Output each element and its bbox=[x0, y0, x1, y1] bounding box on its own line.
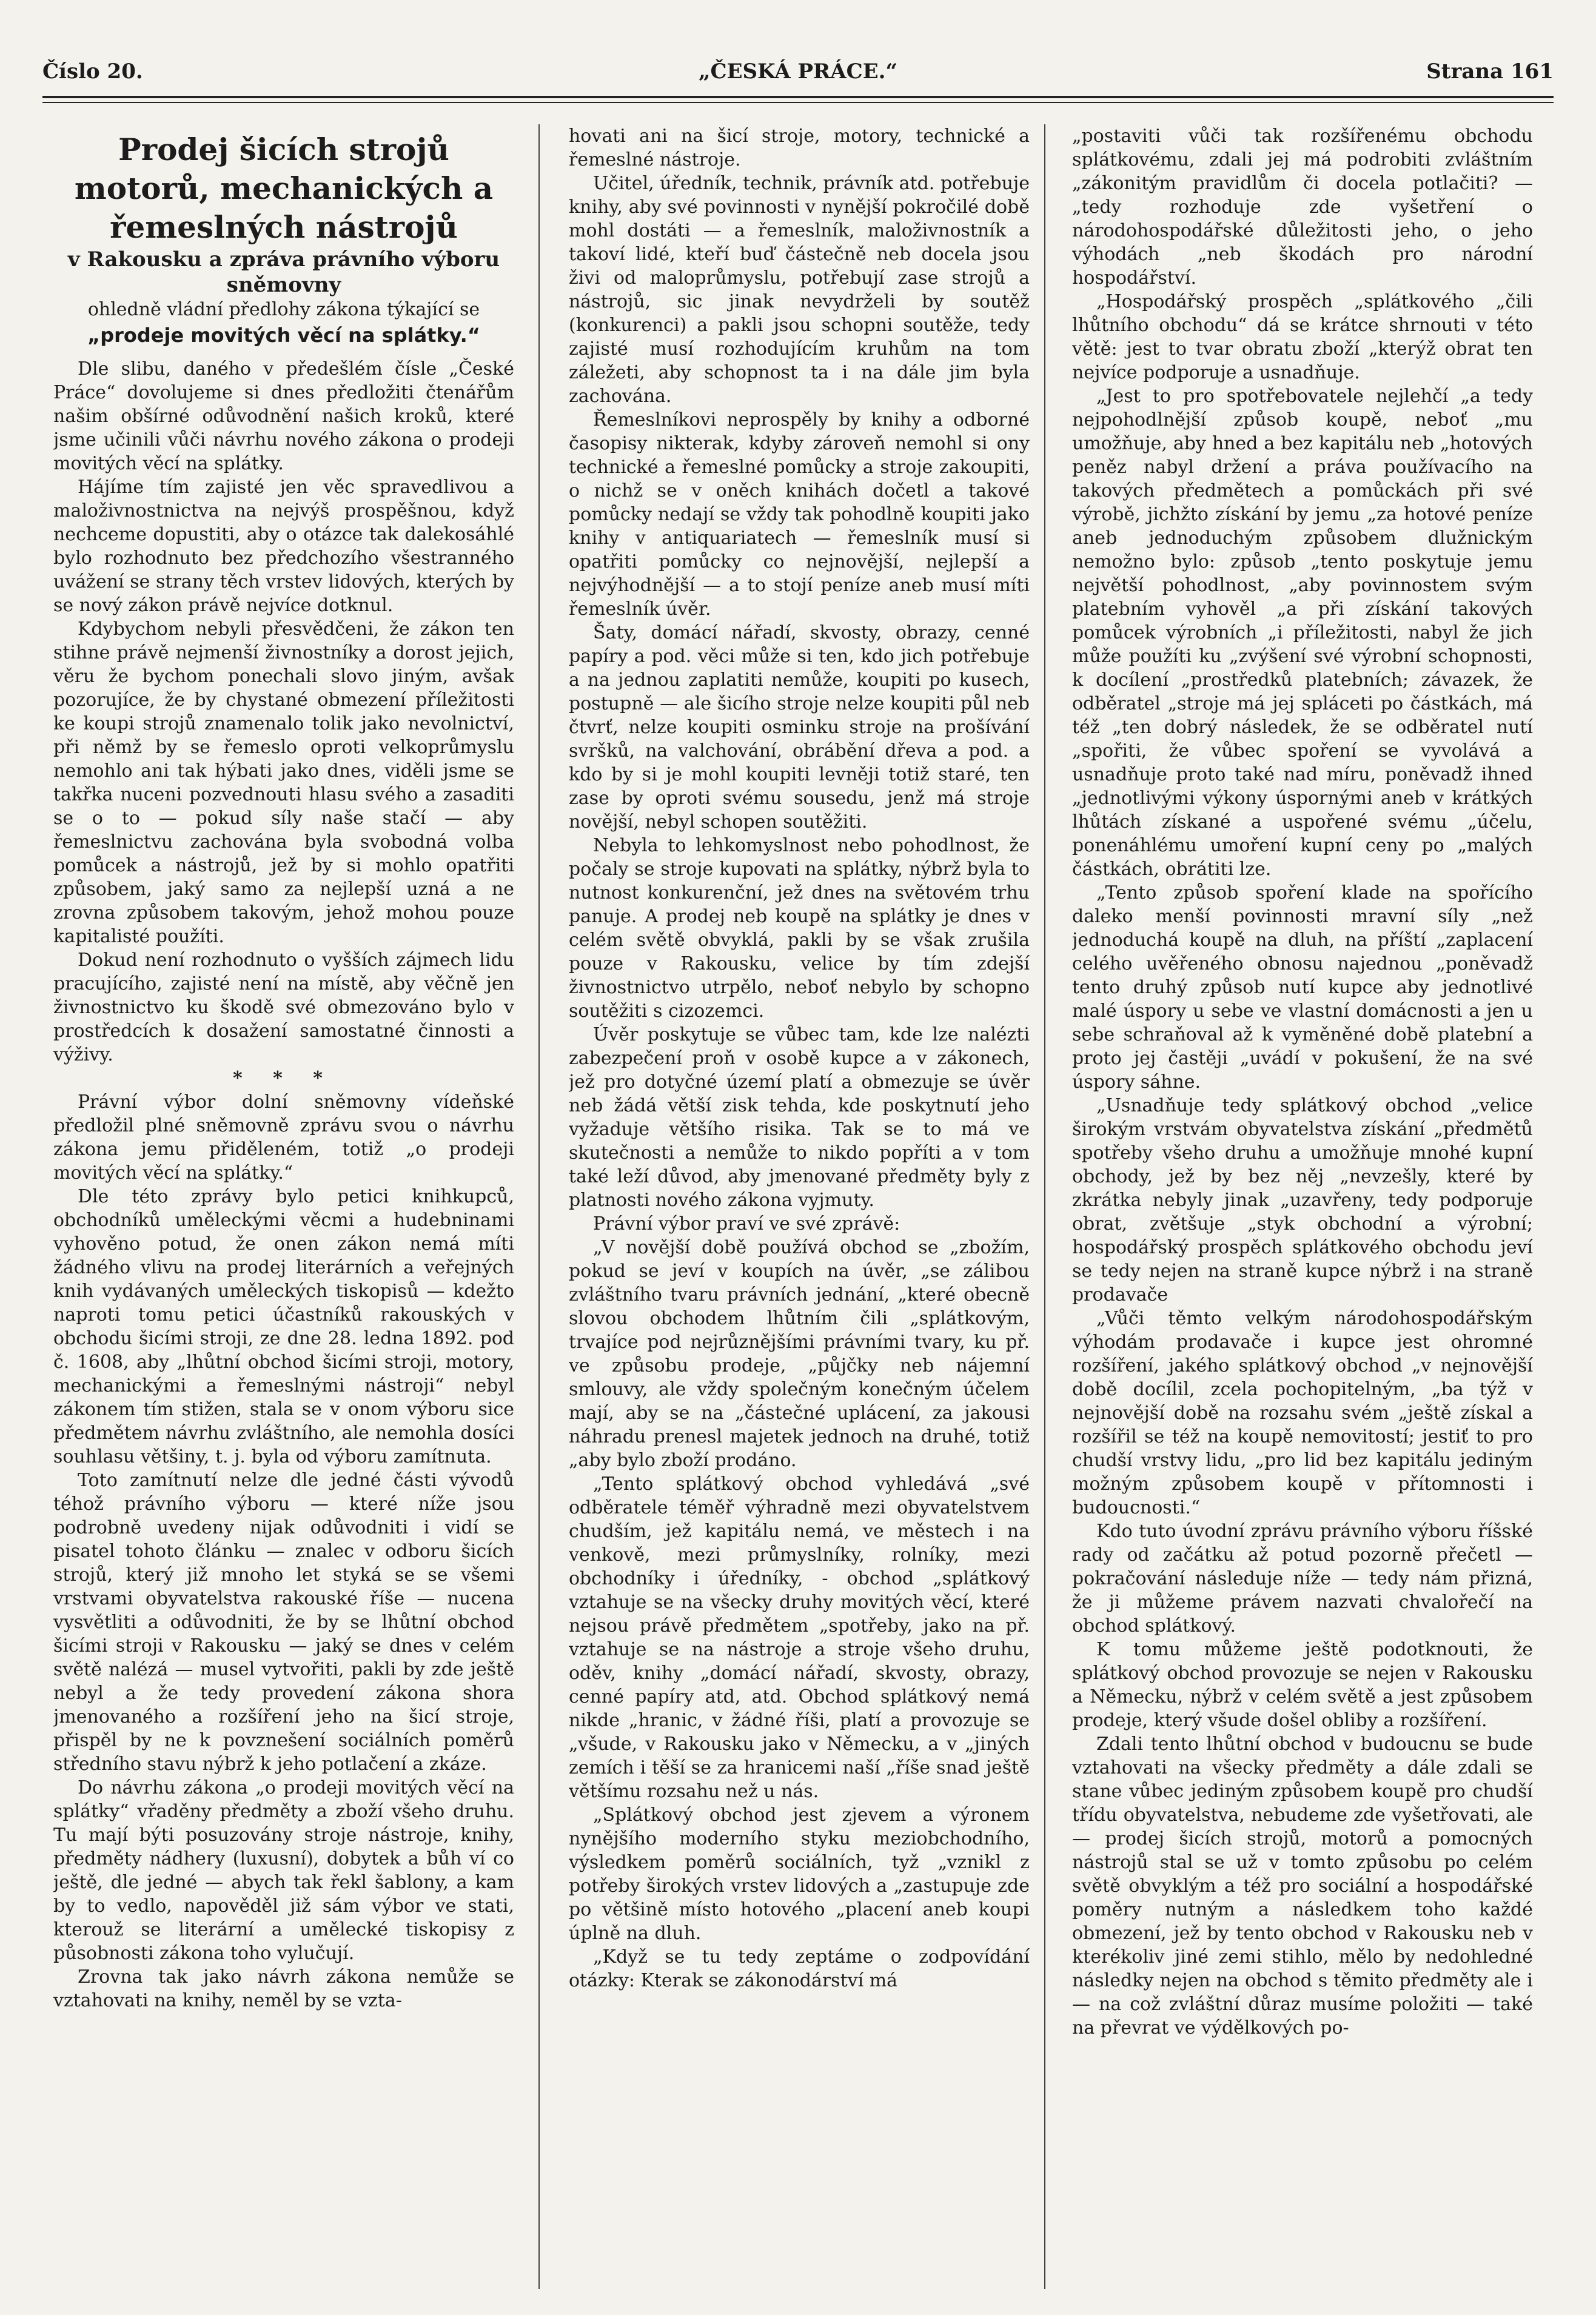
column-3 bbox=[1072, 124, 1533, 2301]
paragraph: Do návrhu zákona „o prodeji movitých věcí na splátky“ vřaděny předměty a zboží všeho druhu. Tu mají býti posuzovány stroje nástroje, knihy, předměty nádhery (luxusní), dobytek a bůh ví co ještě, dle jedné — abych tak řekl šablony, a kam by to vedlo, napověděl již sám výbor ve stati, kterouž se literární a umělecké tiskopisy z působnosti zákona toho vylučují. bbox=[53, 1777, 514, 1964]
header-rule-thin bbox=[42, 102, 1554, 103]
paragraph: Dle této zprávy bylo petici knihkupců, obchodníků uměleckými věcmi a hudebninami vyhověno potud, že onen zákon nemá míti žádného vlivu na prodej literárních a veřejných knih vydávaných uměleckých tiskopisů — kdežto naproti tomu petici účastníků rakouských v obchodu šicími stroji, ze dne 28. ledna 1892. pod č. 1608, aby „lhůtní obchod šicími stroji, motory, mechanickými a řemeslnými nástroji“ nebyl zákonem tím stižen, stala se v onom výboru sice předmětem návrhu zvláštního, ale nemohla dosíci souhlasu většiny, t. j. byla od výboru zamítnuta. bbox=[53, 1186, 514, 1467]
article-title bbox=[53, 130, 514, 349]
title-line: motorů, mechanických a bbox=[74, 170, 494, 206]
paragraph: Dokud není rozhodnuto o vyšších zájmech lidu pracujícího, zajisté není na místě, aby věčně jen živnostnictvo ku škodě své obmezováno bylo v prostředcích k dosažení samostatné činnosti a výživy. bbox=[53, 950, 514, 1065]
paragraph: Zdali tento lhůtní obchod v budoucnu se bude vztahovati na všecky předměty a dále zdali se stane vůbec jediným způsobem koupě pro chudší třídu obyvatelstva, nebudeme zde vyšetřovati, ale — prodej šicích strojů, motorů a pomocných nástrojů stal se už v tomto způsobu po celém světě obvyklým a též pro sociální a hospodářské poměry nutným a následkem toho každé obmezení, jež by tento obchod v Rakousku neb v kterékoliv jiné zemi stihlo, mělo by nedohledné následky nejen na obchod s těmito předměty ale i — na což zvláštní důraz musíme položiti — také na převrat ve výdělkových po- bbox=[1072, 1734, 1533, 2039]
paragraph: hovati ani na šicí stroje, motory, technické a řemeslné nástroje. bbox=[569, 126, 1030, 170]
paragraph: Dle slibu, daného v předešlém čísle „České Práce“ dovolujeme si dnes předložiti čtenářům našim obšírné odůvodnění našich kroků, které jsme učinili vůči návrhu nového zákona o prodeji movitých věcí na splátky. bbox=[53, 358, 514, 474]
title-line: Prodej šicích strojů bbox=[118, 132, 449, 167]
paragraph: K tomu můžeme ještě podotknouti, že splátkový obchod provozuje se nejen v Rakousku a Německu, nýbrž v celém světě a jest způsobem prodeje, který všude došel obliby a rozšíření. bbox=[1072, 1639, 1533, 1731]
paragraph: Úvěr poskytuje se vůbec tam, kde lze nalézti zabezpečení proň v osobě kupce a v zákonech, jež pro dotyčné území platí a obmezuje se úvěr neb žádá větší zisk tehda, kde poskytnutí jeho vyžaduje většího risika. Tak se to má ve skutečnosti a nemůže to nikdo popříti a v tom také leží důvod, aby jmenované předměty byly z platnosti nového zákona vyjmuty. bbox=[569, 1024, 1030, 1211]
paragraph: Právní výbor praví ve své zprávě: bbox=[593, 1213, 900, 1235]
paragraph: Učitel, úředník, technik, právník atd. potřebuje knihy, aby své povinnosti v nynější pokročilé době mohl dostáti — a řemeslník, maloživnostník a takoví lidé, kteří buď částečně neb docela jsou živi od maloprůmyslu, potřebují zase strojů a nástrojů, sic jinak nevydrželi by soutěž (konkurenci) a pakli jsou schopni soutěže, tedy zajisté musí rozhodujícím kruhům na tom záležeti, aby schopnost ta i na dále jim byla zachována. bbox=[569, 173, 1030, 407]
paragraph: „Jest to pro spotřebovatele nejlehčí „a tedy nejpohodlnější způsob koupě, neboť „mu umožňuje, aby hned a bez kapitálu neb „hotových peněz nabyl držení a práva používacího na takových předmětech a pomůckách při své výrobě, jichžto získání by jemu „za hotové peníze aneb jednoduchým způsobem dlužnickým nemožno bylo: způsob „tento poskytuje jemu největší pohodlnost, „aby povinnostem svým platebním vyhověl „a při získání takových pomůcek výrobních „i příležitosti, nabyl že jich může použíti ku „zvýšení své výrobní schopnosti, k docílení „prostředků platebních; závazek, že odběratel „stroje má jej spláceti po částkách, má též „ten dobrý následek, že se odběratel nutí „spořiti, že vůbec spoření se vyvolává a usnadňuje proto také nad míru, poněvadž ihned „jednotlivými výkony úspornými aneb v krátkých lhůtách získané a uspořené svému „účelu, ponenáhlému umoření kupní ceny po „malých částkách, obrátiti lze. bbox=[1072, 386, 1533, 880]
issue-number: Číslo 20. bbox=[42, 59, 143, 84]
title-line: řemeslných nástrojů bbox=[110, 209, 458, 245]
paragraph: „postaviti vůči tak rozšířenému obchodu splátkovému, zdali jej má podrobiti zvláštním „zákonitým pravidlům či docela potlačiti? — „tedy rozhoduje zde vyšetření o národohospodářské důležitosti jeho, o jeho výhodách „neb škodách pro národní hospodářství. bbox=[1072, 126, 1533, 289]
column-2 bbox=[569, 124, 1030, 2301]
article-subtitle-3: „prodeje movitých věcí na splátky.“ bbox=[87, 324, 480, 347]
paragraph: Řemeslníkovi neprospěly by knihy a odborné časopisy nikterak, kdyby zároveň nemohl si ony technické a řemeslné pomůcky a stroje zakoupiti, o nichž se v oněch knihách dočetl a takové pomůcky nedají se vždy tak pohodlně koupiti jako knihy v antiquariatech — řemeslník musí si opatřiti pomůcky co nejnovější, nejlepší a nejvýhodnější — a to stojí peníze aneb musí míti řemeslník úvěr. bbox=[569, 409, 1030, 620]
article-subtitle-2: ohledně vládní předlohy zákona týkající se bbox=[87, 299, 480, 320]
header-rule bbox=[42, 96, 1554, 98]
paragraph: „Vůči těmto velkým národohospodářským výhodám prodavače i kupce jest ohromné rozšíření, jakého splátkový obchod „v nejnovější době docílil, zcela pochopitelným, „ba týž v nejnovější době na rozsahu svém „ještě získal a rozšířil se též na koupě nemovitostí; jestiť to pro chudší vrstvy lidu, „pro lid bez kapitálu jediným možným způsobem koupě v přítomnosti i budoucnosti.“ bbox=[1072, 1308, 1533, 1518]
paragraph: „Hospodářský prospěch „splátkového „čili lhůtního obchodu“ dá se krátce shrnouti v této větě: jest to tvar obratu zboží „kterýž obrat ten nejvíce podporuje a usnadňuje. bbox=[1072, 291, 1533, 383]
section-divider: * * * bbox=[233, 1068, 335, 1089]
paragraph: „V novější době používá obchod se „zbožím, pokud se jeví v koupích na úvěr, „se zálibou zvláštního tvaru právních jednání, „které obecně slovou obchodem lhůtním čili „splátkovým, trvajíce pod nejrůznějšími právními tvary, ku př. ve způsobu prodeje, „půjčky neb nájemní smlouvy, ale vždy společným konečným účelem mají, aby se na „částečné uplácení, za jakousi náhradu prenesl majetek jednoch na druhé, totiž „aby bylo zboží prodáno. bbox=[569, 1237, 1030, 1471]
paragraph: Kdybychom nebyli přesvědčeni, že zákon ten stihne právě nejmenší živnostníky a dorost jejich, věru že bychom ponechali slovo jiným, avšak pozorujíce, že by chystané obmezení příležitosti ke koupi strojů znamenalo tolik jako nevolnictví, při němž by se řemeslo oproti velkoprůmyslu nemohlo ani tak hýbati jako dnes, viděli jsme se takřka nuceni pozvednouti hlasu svého a zasaditi se o to — pokud síly naše stačí — aby řemeslnictvu zachována byla svobodná volba pomůcek a nástrojů, jež by si mohlo opatřiti způsobem, jaký samo za nejlepší uzná a ne zrovna způsobem takovým, jehož mohou pouze kapitalisté použíti. bbox=[53, 618, 514, 947]
page-number: Strana 161 bbox=[1426, 59, 1554, 84]
paragraph: „Usnadňuje tedy splátkový obchod „velice širokým vrstvám obyvatelstva získání „předmětů spotřeby všeho druhu a umožňuje mnohé kupní obchody, jež by bez něj „nevzešly, které by zkrátka nebyly jinak „uzavřeny, tedy podporuje obrat, zvětšuje „styk obchodní a výrobní; hospodářský prospěch splátkového obchodu jeví se tedy nejen na straně kupce nýbrž i na straně prodavače bbox=[1072, 1095, 1533, 1305]
page-header bbox=[42, 55, 1554, 91]
paragraph: „Splátkový obchod jest zjevem a výronem nynějšího moderního styku meziobchodního, výsledkem poměrů sociálních, tyž „vznikl z potřeby širokých vrstev lidových a „zastupuje zde po většině místo hotového „placení aneb koupi úplně na dluh. bbox=[569, 1804, 1030, 1944]
paragraph: Šaty, domácí nářadí, skvosty, obrazy, cenné papíry a pod. věci může si ten, kdo jich potřebuje a na jednou zaplatiti nemůže, koupiti po kusech, postupně — ale šicího stroje nelze koupiti půl neb čtvrť, nelze koupiti osminku stroje na prošívání svršků, na valchování, obrábění dřeva a pod. a kdo by si je mohl koupiti levněji totiž staré, ten zase by oproti svému sousedu, jenž má stroje novější, nebyl schopen soutěžiti. bbox=[569, 622, 1030, 833]
article-subtitle: v Rakousku a zpráva právního výboru sněmovny bbox=[67, 247, 500, 297]
paragraph: Toto zamítnutí nelze dle jedné části vývodů téhož právního výboru — které níže jsou podrobně uvedeny nijak odůvodniti i vidí se pisatel tohoto článku — znalec v odboru šicích strojů, který již mnoho let styká se se všemi vrstvami obyvatelstva rakouské říše — nucena vysvětliti a odůvodniti, že by se lhůtní obchod šicími stroji v Rakousku — jaký se dnes v celém světě nalézá — musel vytvořiti, pakli by zde ještě nebyl a že tedy provedení zákona shora jmenovaného a rozšíření jeho na šicí stroje, přispěl by ne k povznešení sociálních poměrů středního stavu nýbrž k jeho potlačení a zkáze. bbox=[53, 1470, 514, 1775]
column-1 bbox=[53, 124, 514, 2301]
paragraph: Zrovna tak jako návrh zákona nemůže se vztahovati na knihy, neměl by se vzta- bbox=[53, 1966, 514, 2011]
column-separator bbox=[538, 124, 540, 2289]
paragraph: Nebyla to lehkomyslnost nebo pohodlnost, že počaly se stroje kupovati na splátky, nýbrž byla to nutnost konkurenční, jež dnes na světovém trhu panuje. A prodej neb koupě na splátky je dnes v celém světě obvyklá, pakli by se však zrušila pouze v Rakousku, velice by tím zdejší živnostnictvo utrpělo, neboť nebylo by schopno soutěžiti s cizozemci. bbox=[569, 835, 1030, 1022]
paragraph: Hájíme tím zajisté jen věc spravedlivou a maloživnostnictva na nejvýš prospěšnou, když nechceme dopustiti, aby o otázce tak dalekosáhlé bylo rozhodnuto bez předchozího všestranného uvážení se strany těch vrstev lidových, kterých by se nový zákon právě nejvíce dotknul. bbox=[53, 477, 514, 616]
newspaper-title: „ČESKÁ PRÁCE.“ bbox=[698, 59, 898, 84]
paragraph: „Tento splátkový obchod vyhledává „své odběratele téměř výhradně mezi obyvatelstvem chudším, jež kapitálu nemá, ve městech i na venkově, mezi průmyslníky, rolníky, mezi obchodníky i úředníky, - obchod „splátkový vztahuje se na všecky druhy movitých věcí, které nejsou právě předmětem „spotřeby, jako na př. vztahuje se na nástroje a stroje všeho druhu, oděv, knihy „domácí nářadí, skvosty, obrazy, cenné papíry atd, atd. Obchod splátkový nemá nikde „hranic, v žádné říši, platí a provozuje se „všude, v Rakousku jako v Německu, a v „jiných zemích i těší se za hranicemi naší „říše snad ještě většímu rozsahu než u nás. bbox=[569, 1473, 1030, 1802]
paragraph: „Tento způsob spoření klade na spořícího daleko menší povinnosti mravní síly „než jednoduchá koupě na dluh, na příští „zaplacení celého uvěřeného obnosu najednou „poněvadž tento druhý způsob nutí kupce aby jednotlivé malé úspory u sebe ve vlastní domácnosti a jen u sebe schraňoval až k vyměněné době platební a proto jej častěji „uvádí v pokušení, že na své úspory sáhne. bbox=[1072, 882, 1533, 1093]
paragraph: Právní výbor dolní sněmovny vídeňské předložil plné sněmovně zprávu svou o návrhu zákona jemu přiděleném, totiž „o prodeji movitých věcí na splátky.“ bbox=[53, 1091, 514, 1184]
column-separator bbox=[1044, 124, 1045, 2289]
paragraph: Kdo tuto úvodní zprávu právního výboru říšské rady od začátku až potud pozorně přečetl — pokračování následuje níže — tedy nám přizná, že ji můžeme právem nazvati chvalořečí na obchod splátkový. bbox=[1072, 1521, 1533, 1637]
paragraph: „Když se tu tedy zeptáme o zodpovídání otázky: Kterak se zákonodárství má bbox=[569, 1946, 1030, 1991]
